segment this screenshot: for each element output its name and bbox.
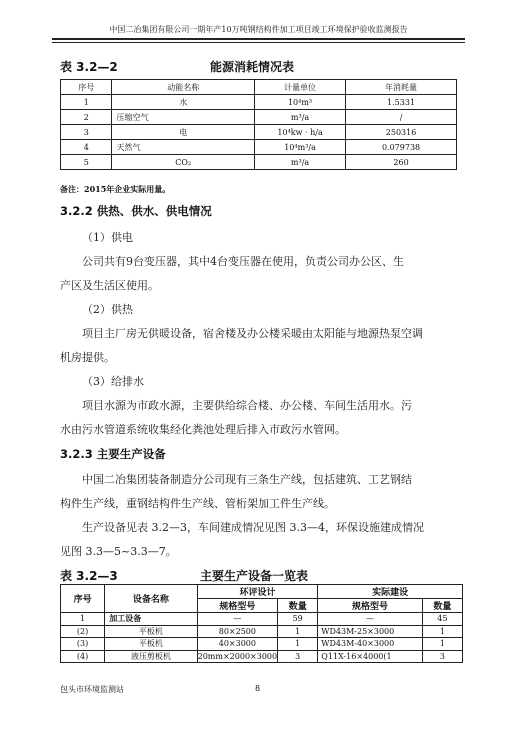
table-row xyxy=(61,140,457,155)
paragraph-line: 项目水源为市政水源，主要供给综合楼、办公楼、车间生活用水。污 xyxy=(82,399,412,412)
table-header-row xyxy=(61,585,463,599)
table-row xyxy=(61,155,457,170)
cell-unit: 10⁴kw · h/a xyxy=(255,125,346,140)
column-header-no: 序号 xyxy=(61,585,105,613)
cell-value: / xyxy=(346,110,457,125)
page-number: 8 xyxy=(255,684,261,693)
cell-eia-qty: 1 xyxy=(278,625,318,638)
cell-no: 3 xyxy=(61,125,112,140)
cell-actual-spec: WD43M-40×3000 xyxy=(318,638,423,651)
cell-actual-qty: 1 xyxy=(422,638,462,651)
cell-unit: m³/a xyxy=(255,110,346,125)
cell-unit: m³/a xyxy=(255,155,346,170)
table-row xyxy=(61,638,463,651)
cell-unit: 10⁴m³ xyxy=(255,95,346,110)
table-header-row xyxy=(61,80,457,95)
paragraph-line: 公司共有9台变压器，其中4台变压器在使用，负责公司办公区、生 xyxy=(82,255,404,268)
cell-name: 水 xyxy=(112,95,255,110)
cell-eia-qty: 3 xyxy=(278,650,318,663)
cell-no: 1 xyxy=(61,613,105,626)
paragraph-line: 中国二冶集团装备制造分公司现有三条生产线，包括建筑、工艺钢结 xyxy=(82,473,412,486)
energy-table-caption: 表 3.2—2 xyxy=(60,60,118,74)
cell-actual-qty: 3 xyxy=(422,650,462,663)
cell-name: 天然气 xyxy=(112,140,255,155)
equipment-table-caption: 表 3.2—3 xyxy=(60,569,118,583)
paragraph-line: 项目主厂房无供暖设备，宿舍楼及办公楼采暖由太阳能与地源热泵空调 xyxy=(82,327,423,340)
column-header-qty: 数量 xyxy=(278,599,318,613)
energy-table-note: 备注：2015年企业实际用量。 xyxy=(60,184,171,194)
cell-eia-spec: 40×3000 xyxy=(197,638,277,651)
cell-unit: 10⁴m³/a xyxy=(255,140,346,155)
table-row xyxy=(61,125,457,140)
energy-table xyxy=(60,79,457,170)
column-header: 年消耗量 xyxy=(346,80,457,95)
energy-table-title: 能源消耗情况表 xyxy=(210,60,295,74)
cell-actual-qty: 1 xyxy=(422,625,462,638)
equipment-table xyxy=(60,584,463,663)
table-row xyxy=(61,613,463,626)
paragraph-line: 机房提供。 xyxy=(60,351,115,364)
cell-no: 1 xyxy=(61,95,112,110)
column-header: 计量单位 xyxy=(255,80,346,95)
column-header: 序号 xyxy=(61,80,112,95)
table-row xyxy=(61,650,463,663)
cell-no: (2) xyxy=(61,625,105,638)
cell-no: 5 xyxy=(61,155,112,170)
cell-eia-qty: 1 xyxy=(278,638,318,651)
cell-value: 0.079738 xyxy=(346,140,457,155)
table-row xyxy=(61,95,457,110)
cell-eia-qty: 59 xyxy=(278,613,318,626)
cell-name: CO₂ xyxy=(112,155,255,170)
cell-no: 4 xyxy=(61,140,112,155)
section-heading-323: 3.2.3 主要生产设备 xyxy=(60,447,166,461)
cell-value: 250316 xyxy=(346,125,457,140)
cell-value: 1.5331 xyxy=(346,95,457,110)
cell-value: 260 xyxy=(346,155,457,170)
cell-name: 加工设备 xyxy=(105,613,197,626)
cell-actual-spec: Q11X-16×4000(1 xyxy=(318,650,423,663)
cell-actual-qty: 45 xyxy=(422,613,462,626)
cell-no: (4) xyxy=(61,650,105,663)
cell-actual-spec: WD43M-25×3000 xyxy=(318,625,423,638)
subheading-power: （1）供电 xyxy=(82,231,133,244)
subheading-water: （3）给排水 xyxy=(82,375,144,388)
cell-eia-spec: 80×2500 xyxy=(197,625,277,638)
cell-actual-spec: — xyxy=(318,613,423,626)
table-row xyxy=(61,110,457,125)
cell-name: 平板机 xyxy=(105,625,197,638)
paragraph-line: 产区及生活区使用。 xyxy=(60,279,159,292)
cell-name: 液压剪板机 xyxy=(105,650,197,663)
paragraph-line: 构件生产线，重钢结构件生产线、管桁架加工件生产线。 xyxy=(60,497,335,510)
page-header: 中国二冶集团有限公司一期年产10万吨钢结构件加工项目竣工环境保护验收监测报告 xyxy=(52,24,465,40)
cell-eia-spec: — xyxy=(197,613,277,626)
footer-org: 包头市环境监测站 xyxy=(60,685,124,694)
cell-name: 压缩空气 xyxy=(112,110,255,125)
cell-name: 平板机 xyxy=(105,638,197,651)
paragraph-line: 见图 3.3—5~3.3—7。 xyxy=(60,545,177,558)
column-header: 动能名称 xyxy=(112,80,255,95)
equipment-table-title: 主要生产设备一览表 xyxy=(200,569,309,583)
column-header-spec: 规格型号 xyxy=(318,599,423,613)
subheading-heating: （2）供热 xyxy=(82,303,133,316)
paragraph-line: 水由污水管道系统收集经化粪池处理后排入市政污水管网。 xyxy=(60,423,346,436)
paragraph-line: 生产设备见表 3.2—3，车间建成情况见图 3.3—4，环保设施建成情况 xyxy=(82,521,424,534)
cell-name: 电 xyxy=(112,125,255,140)
cell-no: 2 xyxy=(61,110,112,125)
column-header-spec: 规格型号 xyxy=(197,599,277,613)
cell-eia-spec: 20mm×2000×3000 xyxy=(197,651,278,661)
cell-no: (3) xyxy=(61,638,105,651)
table-row xyxy=(61,625,463,638)
column-header-name: 设备名称 xyxy=(105,585,197,613)
section-heading-322: 3.2.2 供热、供水、供电情况 xyxy=(60,204,212,218)
column-header-qty: 数量 xyxy=(422,599,462,613)
column-group-actual: 实际建设 xyxy=(318,585,463,599)
column-group-eia: 环评设计 xyxy=(197,585,318,599)
